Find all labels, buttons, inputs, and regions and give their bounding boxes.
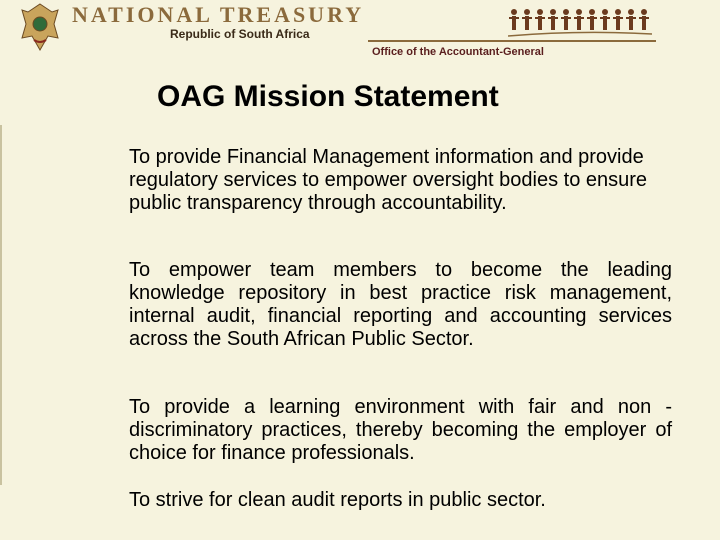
coat-of-arms-icon [18, 2, 62, 52]
org-subtitle: Republic of South Africa [170, 27, 310, 41]
mission-paragraph-1: To provide Financial Management information and provide regulatory services to empower oversight bodies to ensure public transparency through accountability. [129, 146, 648, 214]
people-figures-icon [508, 6, 652, 42]
org-title: NATIONAL TREASURY [72, 2, 365, 27]
header-divider [368, 40, 656, 42]
slide-header [0, 0, 720, 68]
mission-paragraph-4: To strive for clean audit reports in public sector. [129, 489, 546, 511]
page-title: OAG Mission Statement [157, 80, 499, 113]
mission-paragraph-2: To empower team members to become the leading knowledge repository in best practice risk management, internal audit, financial reporting and accounting services across the South African Public Sector. [129, 259, 672, 350]
office-name: Office of the Accountant-General [372, 46, 544, 58]
mission-paragraph-3: To provide a learning environment with fair and non -discriminatory practices, thereby becoming the employer of choice for finance professionals. [129, 396, 672, 464]
left-edge-bar [0, 125, 2, 485]
